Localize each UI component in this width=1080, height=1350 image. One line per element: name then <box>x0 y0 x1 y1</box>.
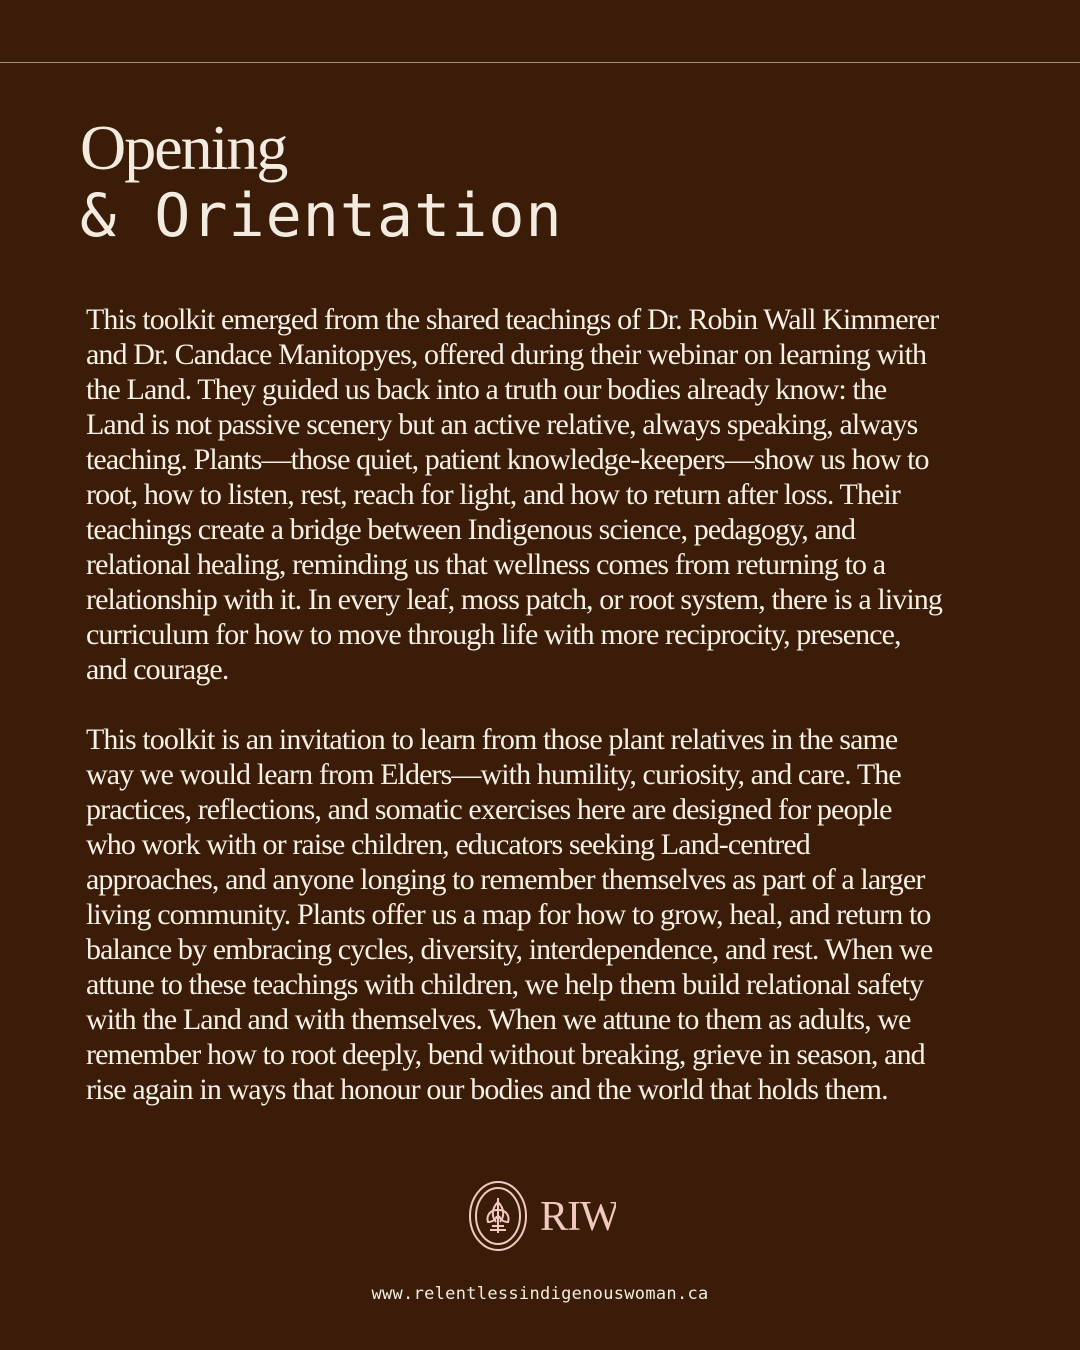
invitation-paragraph: This toolkit is an invitation to learn from those plant relatives in the same way we would learn from Elders—with humility, curiosity, and care. The practices, reflections, and somatic exercises here are designed for people who work with or raise children, educators seeking Land-centred approaches, and anyone longing to remember themselves as part of a larger living community. Plants offer us a map for how to grow, heal, and return to balance by embracing cycles, diversity, interdependence, and rest. When we attune to these teachings with children, we help them build relational safety with the Land and with themselves. When we attune to them as adults, we remember how to root deeply, bend without breaking, grieve in season, and rise again in ways that honour our bodies and the world that holds them. <box>86 723 933 1106</box>
brand-logo <box>466 1178 616 1254</box>
website-url[interactable]: www.relentlessindigenouswoman.ca <box>371 1284 709 1304</box>
intro-paragraph: This toolkit emerged from the shared teachings of Dr. Robin Wall Kimmerer and Dr. Candace Manitopyes, offered during their webinar on learning with the Land. They guided us back into a truth our bodies already know: the Land is not passive scenery but an active relative, always speaking, always teaching. Plants—those quiet, patient knowledge-keepers—show us how to root, how to listen, rest, reach for light, and how to return after loss. Their teachings create a bridge between Indigenous science, pedagogy, and relational healing, reminding us that wellness comes from returning to a relationship with it. In every leaf, moss patch, or root system, there is a living curriculum for how to move through life with more reciprocity, presence, and courage. <box>86 303 942 686</box>
plant-emblem-icon <box>466 1178 616 1254</box>
page-title: Opening <box>80 112 287 183</box>
page-subtitle: & Orientation <box>80 181 563 251</box>
logo-wordmark: RIW <box>540 1194 616 1240</box>
top-divider <box>0 62 1080 63</box>
